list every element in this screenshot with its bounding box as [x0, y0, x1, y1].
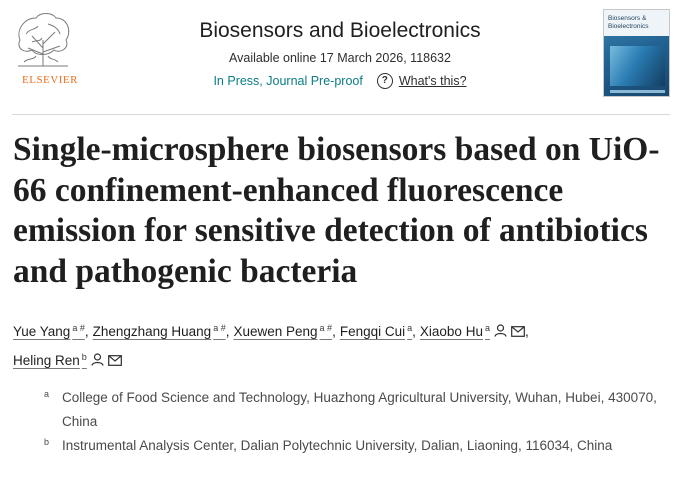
affiliation-superscript: a #	[72, 323, 85, 333]
whats-this-label: What's this?	[398, 74, 467, 88]
affiliation-superscript: a #	[213, 323, 226, 333]
whats-this-button[interactable]	[377, 72, 467, 90]
author-name: Yue Yang	[13, 324, 71, 339]
author-name: Heling Ren	[13, 353, 80, 368]
author-name: Xuewen Peng	[233, 324, 318, 339]
author-entry	[13, 324, 93, 339]
author-list	[13, 316, 673, 374]
cover-title: Biosensors & Bioelectronics	[608, 15, 649, 30]
elsevier-logo-text: ELSEVIER	[22, 74, 78, 86]
journal-title-link[interactable]: Biosensors and Bioelectronics	[199, 19, 481, 42]
author-name: Fengqi Cui	[339, 324, 406, 339]
author-separator: ,	[412, 324, 416, 339]
affiliation-label: b	[44, 437, 50, 447]
author-separator: ,	[225, 324, 230, 339]
affiliation-list	[44, 386, 674, 458]
affiliation-superscript: a	[484, 323, 490, 333]
author-entry	[340, 324, 420, 339]
mail-icon	[108, 350, 122, 374]
person-icon	[91, 350, 104, 374]
affiliation-text: Instrumental Analysis Center, Dalian Polytechnic University, Dalian, Liaoning, 116034, China	[62, 438, 613, 453]
author-name: Zhengzhang Huang	[92, 324, 212, 339]
author-entry	[93, 324, 234, 339]
author-link[interactable]	[93, 324, 226, 339]
author-separator: ,	[84, 324, 89, 339]
status-row	[150, 72, 530, 90]
author-entry	[420, 324, 533, 339]
affiliation-label: a	[44, 389, 50, 399]
affiliation-text: College of Food Science and Technology, Huazhong Agricultural University, Wuhan, Hubei, 430070, China	[62, 390, 657, 429]
affiliation-superscript: b	[81, 352, 87, 362]
author-link[interactable]	[420, 324, 525, 339]
author-link[interactable]	[13, 324, 85, 339]
mail-icon	[511, 321, 525, 345]
elsevier-tree-icon	[10, 10, 76, 68]
author-entry	[233, 324, 339, 339]
article-header	[0, 0, 696, 114]
person-icon	[494, 321, 507, 345]
author-separator: ,	[524, 324, 529, 339]
article-title: Single-microsphere biosensors based on UiO-66 confinement-enhanced fluorescence emission for sensitive detection of antibiotics and pathogenic bacteria	[13, 131, 660, 290]
article-status: In Press, Journal Pre-proof	[213, 74, 363, 88]
affiliation-superscript: a #	[319, 323, 333, 333]
author-entry	[13, 353, 126, 368]
journal-cover-image[interactable]	[603, 9, 670, 97]
cover-artwork	[610, 46, 665, 86]
cover-stripe	[610, 90, 665, 93]
availability-date: Available online 17 March 2026, 118632	[229, 51, 451, 65]
affiliation-superscript: a	[407, 323, 413, 333]
author-link[interactable]	[340, 324, 412, 339]
author-link[interactable]	[233, 324, 332, 339]
affiliation-item	[44, 434, 674, 458]
author-separator: ,	[332, 324, 336, 339]
journal-info	[150, 18, 530, 90]
affiliation-item	[44, 386, 674, 434]
author-link[interactable]	[13, 353, 122, 368]
elsevier-logo[interactable]	[10, 10, 78, 86]
header-divider	[12, 114, 670, 115]
author-name: Xiaobo Hu	[419, 324, 483, 339]
question-icon: ?	[377, 73, 393, 89]
